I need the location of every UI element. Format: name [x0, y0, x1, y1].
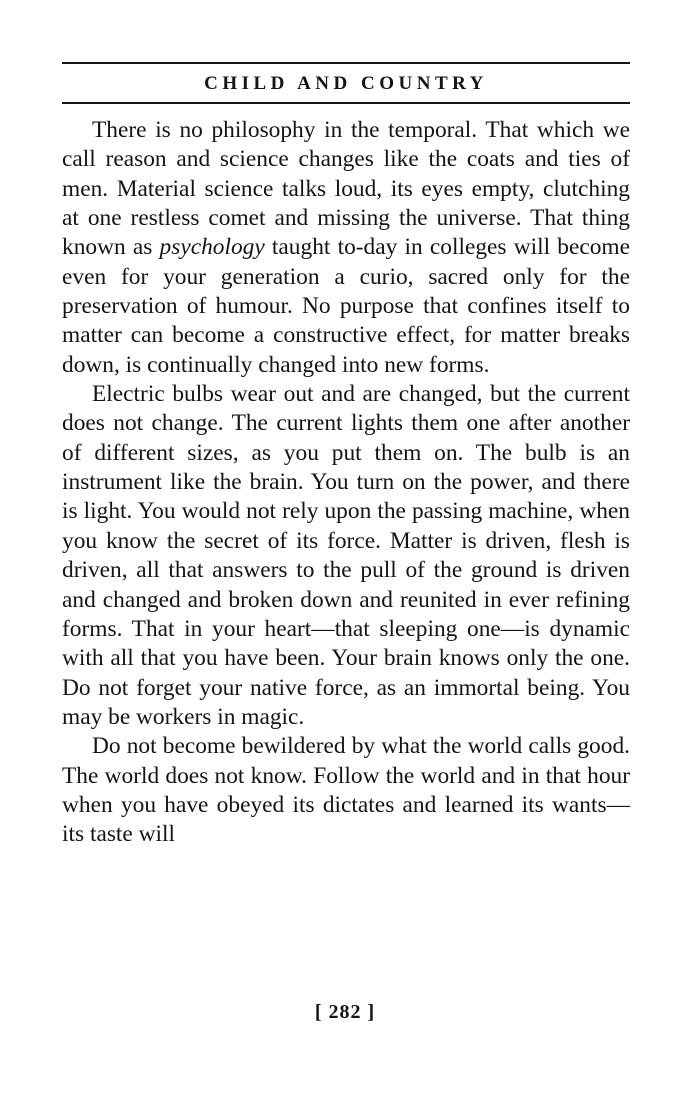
page-number: [ 282 ]	[314, 1001, 376, 1023]
running-head: CHILD AND COUNTRY	[204, 73, 488, 94]
body-text	[62, 116, 630, 850]
italic-term: psychology	[159, 234, 265, 261]
paragraph-3: Do not become bewildered by what the world calls good. The world does not know. Follow the world and in that hour when you have obeyed its dictates and learned its wants—its taste will	[62, 733, 630, 848]
paragraph-1-part-2: taught to-day in colleges will become even for your generation a curio, sacred only for the preservation of humour. No purpose that confines itself to matter can become a constructive effect, for matter breaks down, is continually changed into new forms.	[62, 234, 630, 378]
paragraph-1-part-1: There is no philosophy in the temporal. That which we call reason and science changes like the coats and ties of men. Material science talks loud, its eyes empty, clutching at one restless comet and missing the universe. That thing known as	[62, 117, 630, 261]
paragraph-2: Electric bulbs wear out and are changed, but the current does not change. The current lights them one after another of different sizes, as you put them on. The bulb is an instrument like the brain. You turn on the power, and there is light. You would not rely upon the passing machine, when you know the secret of its force. Matter is driven, flesh is driven, all that answers to the pull of the ground is driven and changed and broken down and reunited in ever refining forms. That in your heart—that sleeping one—is dynamic with all that you have been. Your brain knows only the one. Do not forget your native force, as an immortal being. You may be workers in magic.	[62, 381, 630, 730]
header-rule-top	[62, 62, 630, 64]
paragraph-1	[62, 116, 630, 380]
header-rule-bottom	[62, 102, 630, 104]
